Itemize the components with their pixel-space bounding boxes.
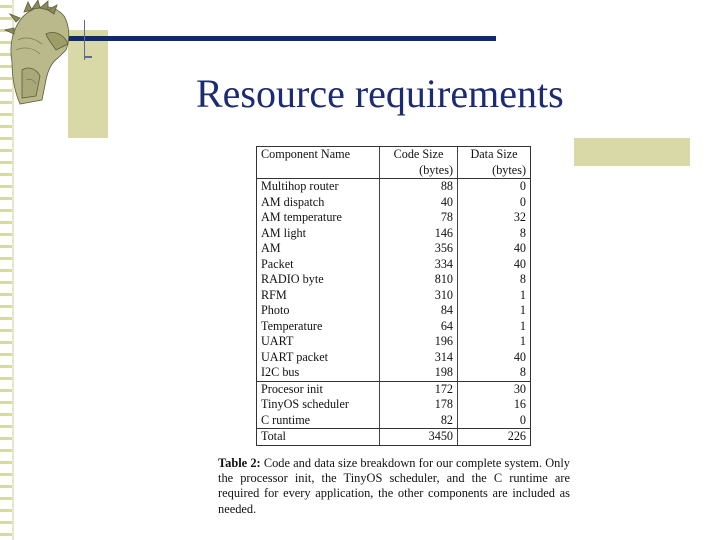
header-data-size: Data Size bbox=[470, 147, 518, 161]
resource-table bbox=[256, 146, 531, 446]
caption-label: Table 2: bbox=[218, 456, 261, 470]
table-row: AM dispatch 40 0 bbox=[257, 195, 530, 211]
table-row: I2C bus 198 8 bbox=[257, 365, 530, 381]
table-row: AM 356 40 bbox=[257, 241, 530, 257]
table-row: Temperature 64 1 bbox=[257, 319, 530, 335]
header-component-name: Component Name bbox=[257, 147, 380, 163]
table-row-total: Total 3450 226 bbox=[257, 429, 530, 445]
table-row: AM temperature 78 32 bbox=[257, 210, 530, 226]
table-caption bbox=[218, 456, 570, 517]
header-spacer bbox=[257, 163, 380, 179]
table-row: UART packet 314 40 bbox=[257, 350, 530, 366]
table-row: Procesor init 172 30 bbox=[257, 381, 530, 397]
decorative-accent-box-right bbox=[574, 138, 690, 166]
table-row: RFM 310 1 bbox=[257, 288, 530, 304]
table-row: C runtime 82 0 bbox=[257, 413, 530, 429]
slide-title: Resource requirements bbox=[196, 71, 564, 116]
header-code-unit: (bytes) bbox=[380, 163, 458, 179]
header-data-unit: (bytes) bbox=[458, 163, 531, 179]
helmet-logo-icon bbox=[2, 0, 76, 118]
decorative-tick bbox=[84, 56, 92, 58]
decorative-top-bar bbox=[58, 36, 496, 41]
table-row: RADIO byte 810 8 bbox=[257, 272, 530, 288]
header-code-size: Code Size bbox=[380, 147, 458, 163]
table-row: Packet 334 40 bbox=[257, 257, 530, 273]
table-row: Multihop router 88 0 bbox=[257, 179, 530, 195]
table-row: AM light 146 8 bbox=[257, 226, 530, 242]
table-row: UART 196 1 bbox=[257, 334, 530, 350]
table-row: TinyOS scheduler 178 16 bbox=[257, 397, 530, 413]
table-row: Photo 84 1 bbox=[257, 303, 530, 319]
decorative-vertical-line bbox=[84, 20, 85, 60]
caption-text: Code and data size breakdown for our complete system. Only the processor init, the TinyOS scheduler, and the C runtime are required for every application, the other components are included as needed. bbox=[218, 456, 570, 516]
